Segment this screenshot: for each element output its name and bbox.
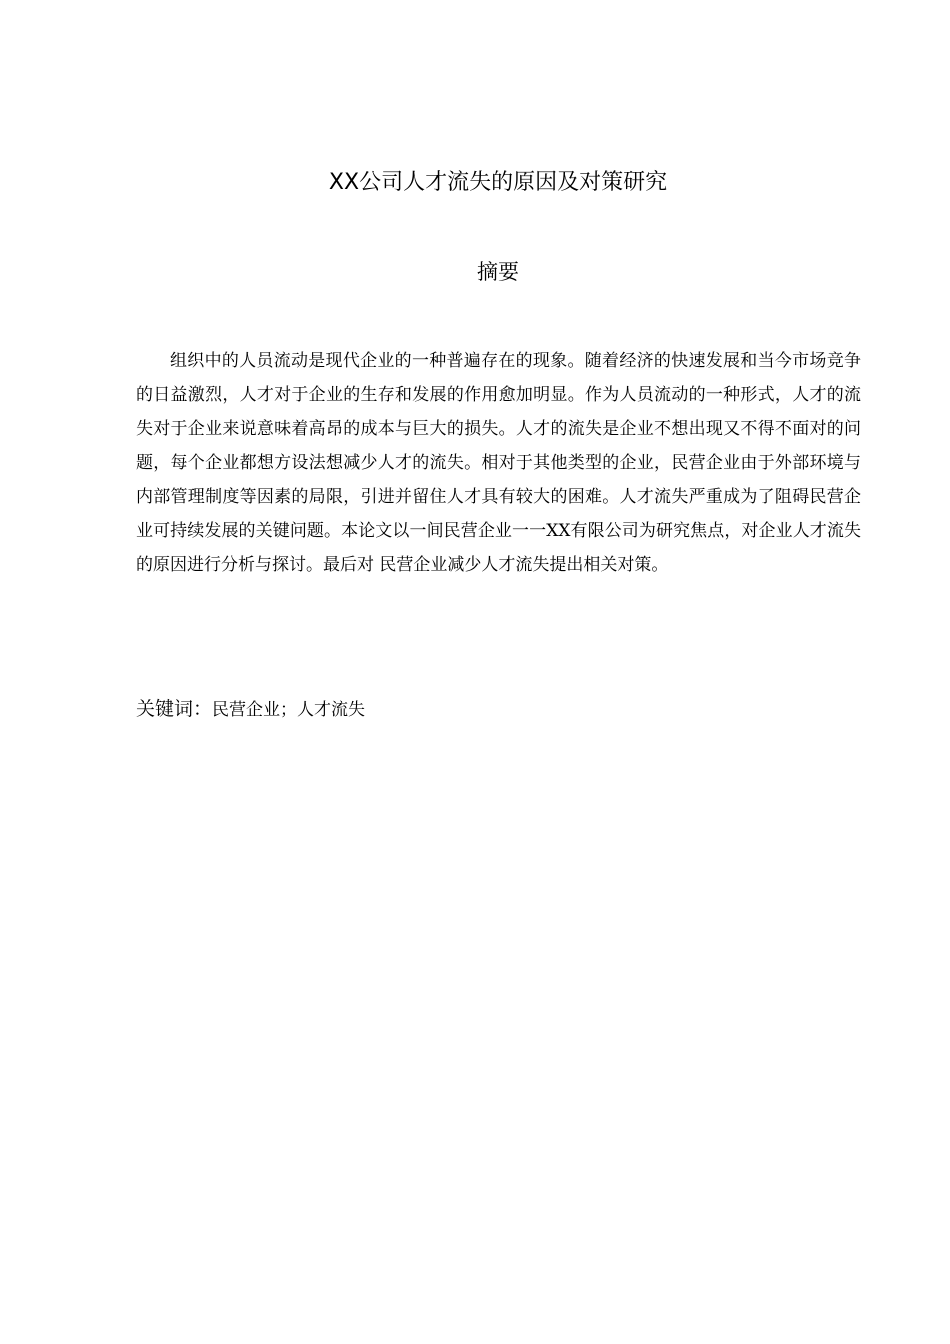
keywords-label: 关键词： bbox=[136, 698, 213, 720]
keywords-value: 民营企业；人才流失 bbox=[212, 700, 366, 720]
keywords-line bbox=[136, 694, 861, 725]
abstract-heading: 摘要 bbox=[477, 260, 519, 284]
document-title: XX公司人才流失的原因及对策研究 bbox=[328, 170, 668, 195]
abstract-paragraph: 组织中的人员流动是现代企业的一种普遍存在的现象。随着经济的快速发展和当今市场竞争的日益激烈，人才对于企业的生存和发展的作用愈加明显。作为人员流动的一种形式，人才的流失对于企业来说意味着高昂的成本与巨大的损失。人才的流失是企业不想出现又不得不面对的问题，每个企业都想方设法想减少人才的流失。相对于其他类型的企业，民营企业由于外部环境与内部管理制度等因素的局限，引进并留住人才具有较大的困难。人才流失严重成为了阻碍民营企业可持续发展的关键问题。本论文以一间民营企业一一XX有限公司为研究焦点，对企业人才流失的原因进行分析与探讨。最后对 民营企业减少人才流失提出相关对策。 bbox=[136, 351, 861, 575]
